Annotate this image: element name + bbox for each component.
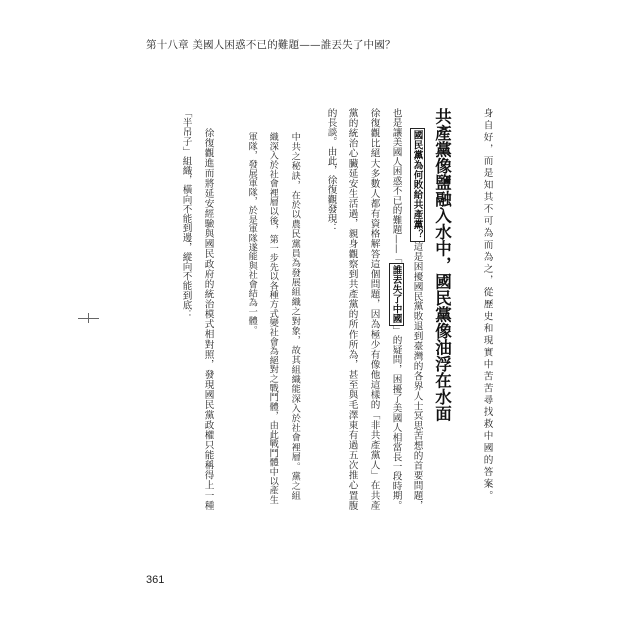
paragraph-1-line-3: 徐復觀比絕大多數人都有資格解答這個問題，因為極少有像他這樣的「非共產黨人」在共產 bbox=[368, 108, 380, 510]
section-heading: 共產黨像鹽融入水中，國民黨像油浮在水面 bbox=[432, 108, 452, 422]
boxed-phrase: 誰丟失了中國 bbox=[390, 265, 402, 324]
paragraph-1-line-1 bbox=[412, 128, 422, 510]
paragraph-1-line-1-text: 這是困擾國民黨敗退到臺灣的各界人士冥思苦想的首要問題， bbox=[411, 241, 423, 510]
quotation-line-3: 軍隊，發展軍隊，於是軍隊遂能與社會結為一體。 bbox=[246, 132, 258, 335]
boxed-question: 國民黨為何敗給共產黨？ bbox=[411, 130, 423, 240]
paragraph-1-line-2-before: 也是讓美國人困惑不已的難題——「 bbox=[390, 108, 402, 264]
paragraph-2-line-2: 「半吊子」組織，橫向不能到邊，縱向不能到底： bbox=[180, 108, 192, 320]
carryover-line: 身自好，而是知其不可為而為之，從歷史和現實中苦苦尋找救中國的答案。 bbox=[481, 108, 493, 500]
paragraph-1-line-4: 黨的統治心臟延安生活過，親身觀察到共產黨的所作所為，甚至與毛澤東有過五次推心置腹 bbox=[346, 108, 358, 510]
crop-mark-tick bbox=[88, 313, 89, 323]
quotation-line-1: 中共之秘訣，在於以農民黨員為發展組織之對象，故其組織能深入於社會裡層。黨之組 bbox=[289, 132, 301, 500]
paragraph-1-line-5: 的長談。由此，徐復觀發現： bbox=[325, 108, 337, 233]
paragraph-1-line-2-after: 」的疑問，困擾了美國人相當長一段時期。 bbox=[390, 325, 402, 510]
paragraph-1-line-2 bbox=[391, 108, 401, 510]
running-head: 第十八章 美國人困惑不已的難題——誰丟失了中國？ bbox=[146, 39, 396, 51]
paragraph-2-line-1: 徐復觀進而將延安經驗與國民政府的統治模式相對照，發現國民黨政權只能稱得上一種 bbox=[202, 128, 214, 510]
page-number: 361 bbox=[146, 574, 165, 586]
quotation-line-2: 織深入於社會裡層以後，第一步先以各種方式變社會為絕對之戰鬥體，由此戰鬥體中以產生 bbox=[267, 132, 279, 504]
